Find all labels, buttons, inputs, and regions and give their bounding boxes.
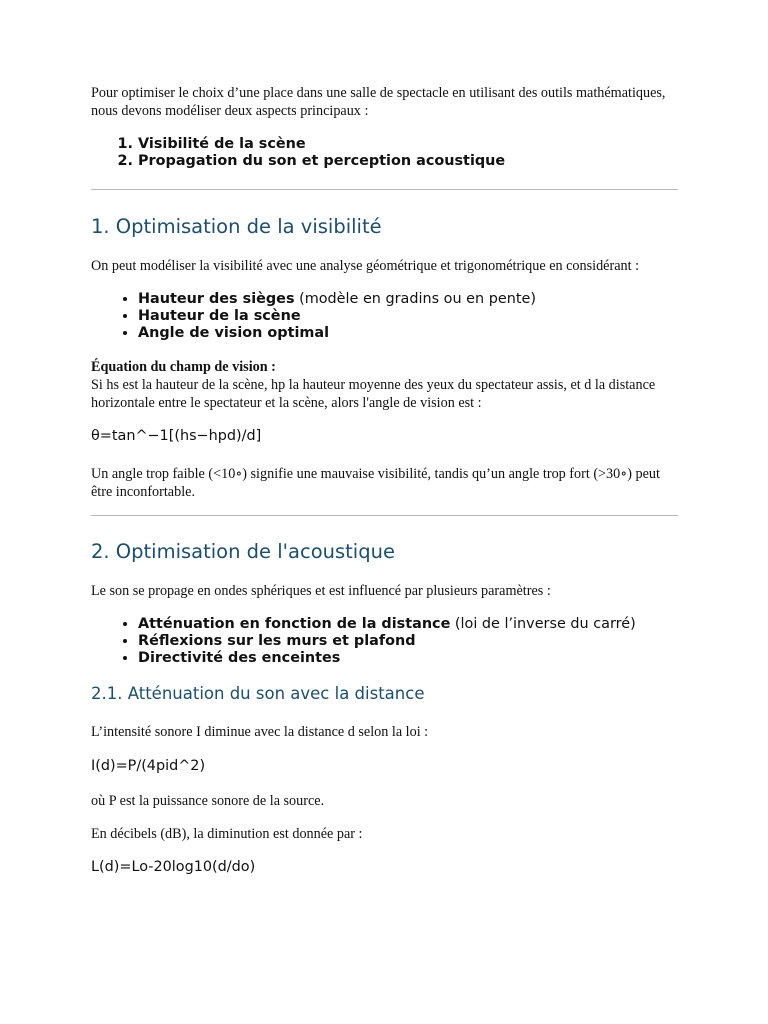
intensity-law-text: L’intensité sonore I diminue avec la distance d selon la loi : <box>91 724 429 740</box>
list-item-bold: Directivité des enceintes <box>138 650 341 666</box>
document-page <box>91 84 678 876</box>
divider <box>91 189 678 190</box>
divider <box>91 515 678 516</box>
list-item <box>138 291 678 308</box>
intensity-formula: I(d)=P/(4pid^2) <box>91 758 206 774</box>
vision-angle-formula: θ=tan^−1[(hs−hpd)/d] <box>91 428 262 444</box>
intro-point-1: 1. Visibilité de la scène <box>138 136 678 153</box>
list-item-bold: Hauteur de la scène <box>138 308 301 324</box>
decibel-text: En décibels (dB), la diminution est donnée par : <box>91 826 363 842</box>
list-item <box>138 633 678 650</box>
section-2-title: 2. Optimisation de l'acoustique <box>91 540 395 563</box>
equation-description: Si hs est la hauteur de la scène, hp la hauteur moyenne des yeux du spectateur assis, et d la distance horizontale entre le spectateur et la scène, alors l'angle de vision est : <box>91 377 656 411</box>
list-item-bold: Réflexions sur les murs et plafond <box>138 633 416 649</box>
list-item <box>138 616 678 633</box>
angle-note: Un angle trop faible (<10∘) signifie une mauvaise visibilité, tandis qu’un angle trop fort (>30∘) peut être inconfortable. <box>91 466 660 500</box>
intro-point-2: 2. Propagation du son et perception acoustique <box>138 153 678 170</box>
subsection-2-1-title: 2.1. Atténuation du son avec la distance <box>91 684 425 703</box>
source-power-text: où P est la puissance sonore de la source. <box>91 793 325 809</box>
list-item-rest: (loi de l’inverse du carré) <box>450 616 636 632</box>
list-item <box>138 325 678 342</box>
equation-block <box>91 358 678 412</box>
list-item <box>138 308 678 325</box>
visibility-factors-list <box>91 291 678 342</box>
section-2-intro: Le son se propage en ondes sphériques et est influencé par plusieurs paramètres : <box>91 583 551 599</box>
section-1-title: 1. Optimisation de la visibilité <box>91 215 382 238</box>
equation-heading: Équation du champ de vision : <box>91 359 276 375</box>
list-item-bold: Hauteur des sièges <box>138 291 295 307</box>
decibel-formula: L(d)=Lo-20log10(d/do) <box>91 859 256 875</box>
intro-points-list <box>91 136 678 170</box>
list-item-rest: (modèle en gradins ou en pente) <box>294 291 536 307</box>
list-item <box>138 650 678 667</box>
section-1-intro: On peut modéliser la visibilité avec une analyse géométrique et trigonométrique en considérant : <box>91 258 640 274</box>
list-item-bold: Atténuation en fonction de la distance <box>138 616 451 632</box>
acoustic-params-list <box>91 616 678 667</box>
list-item-bold: Angle de vision optimal <box>138 325 330 341</box>
intro-paragraph: Pour optimiser le choix d’une place dans une salle de spectacle en utilisant des outils mathématiques, nous devons modéliser deux aspects principaux : <box>91 85 666 119</box>
